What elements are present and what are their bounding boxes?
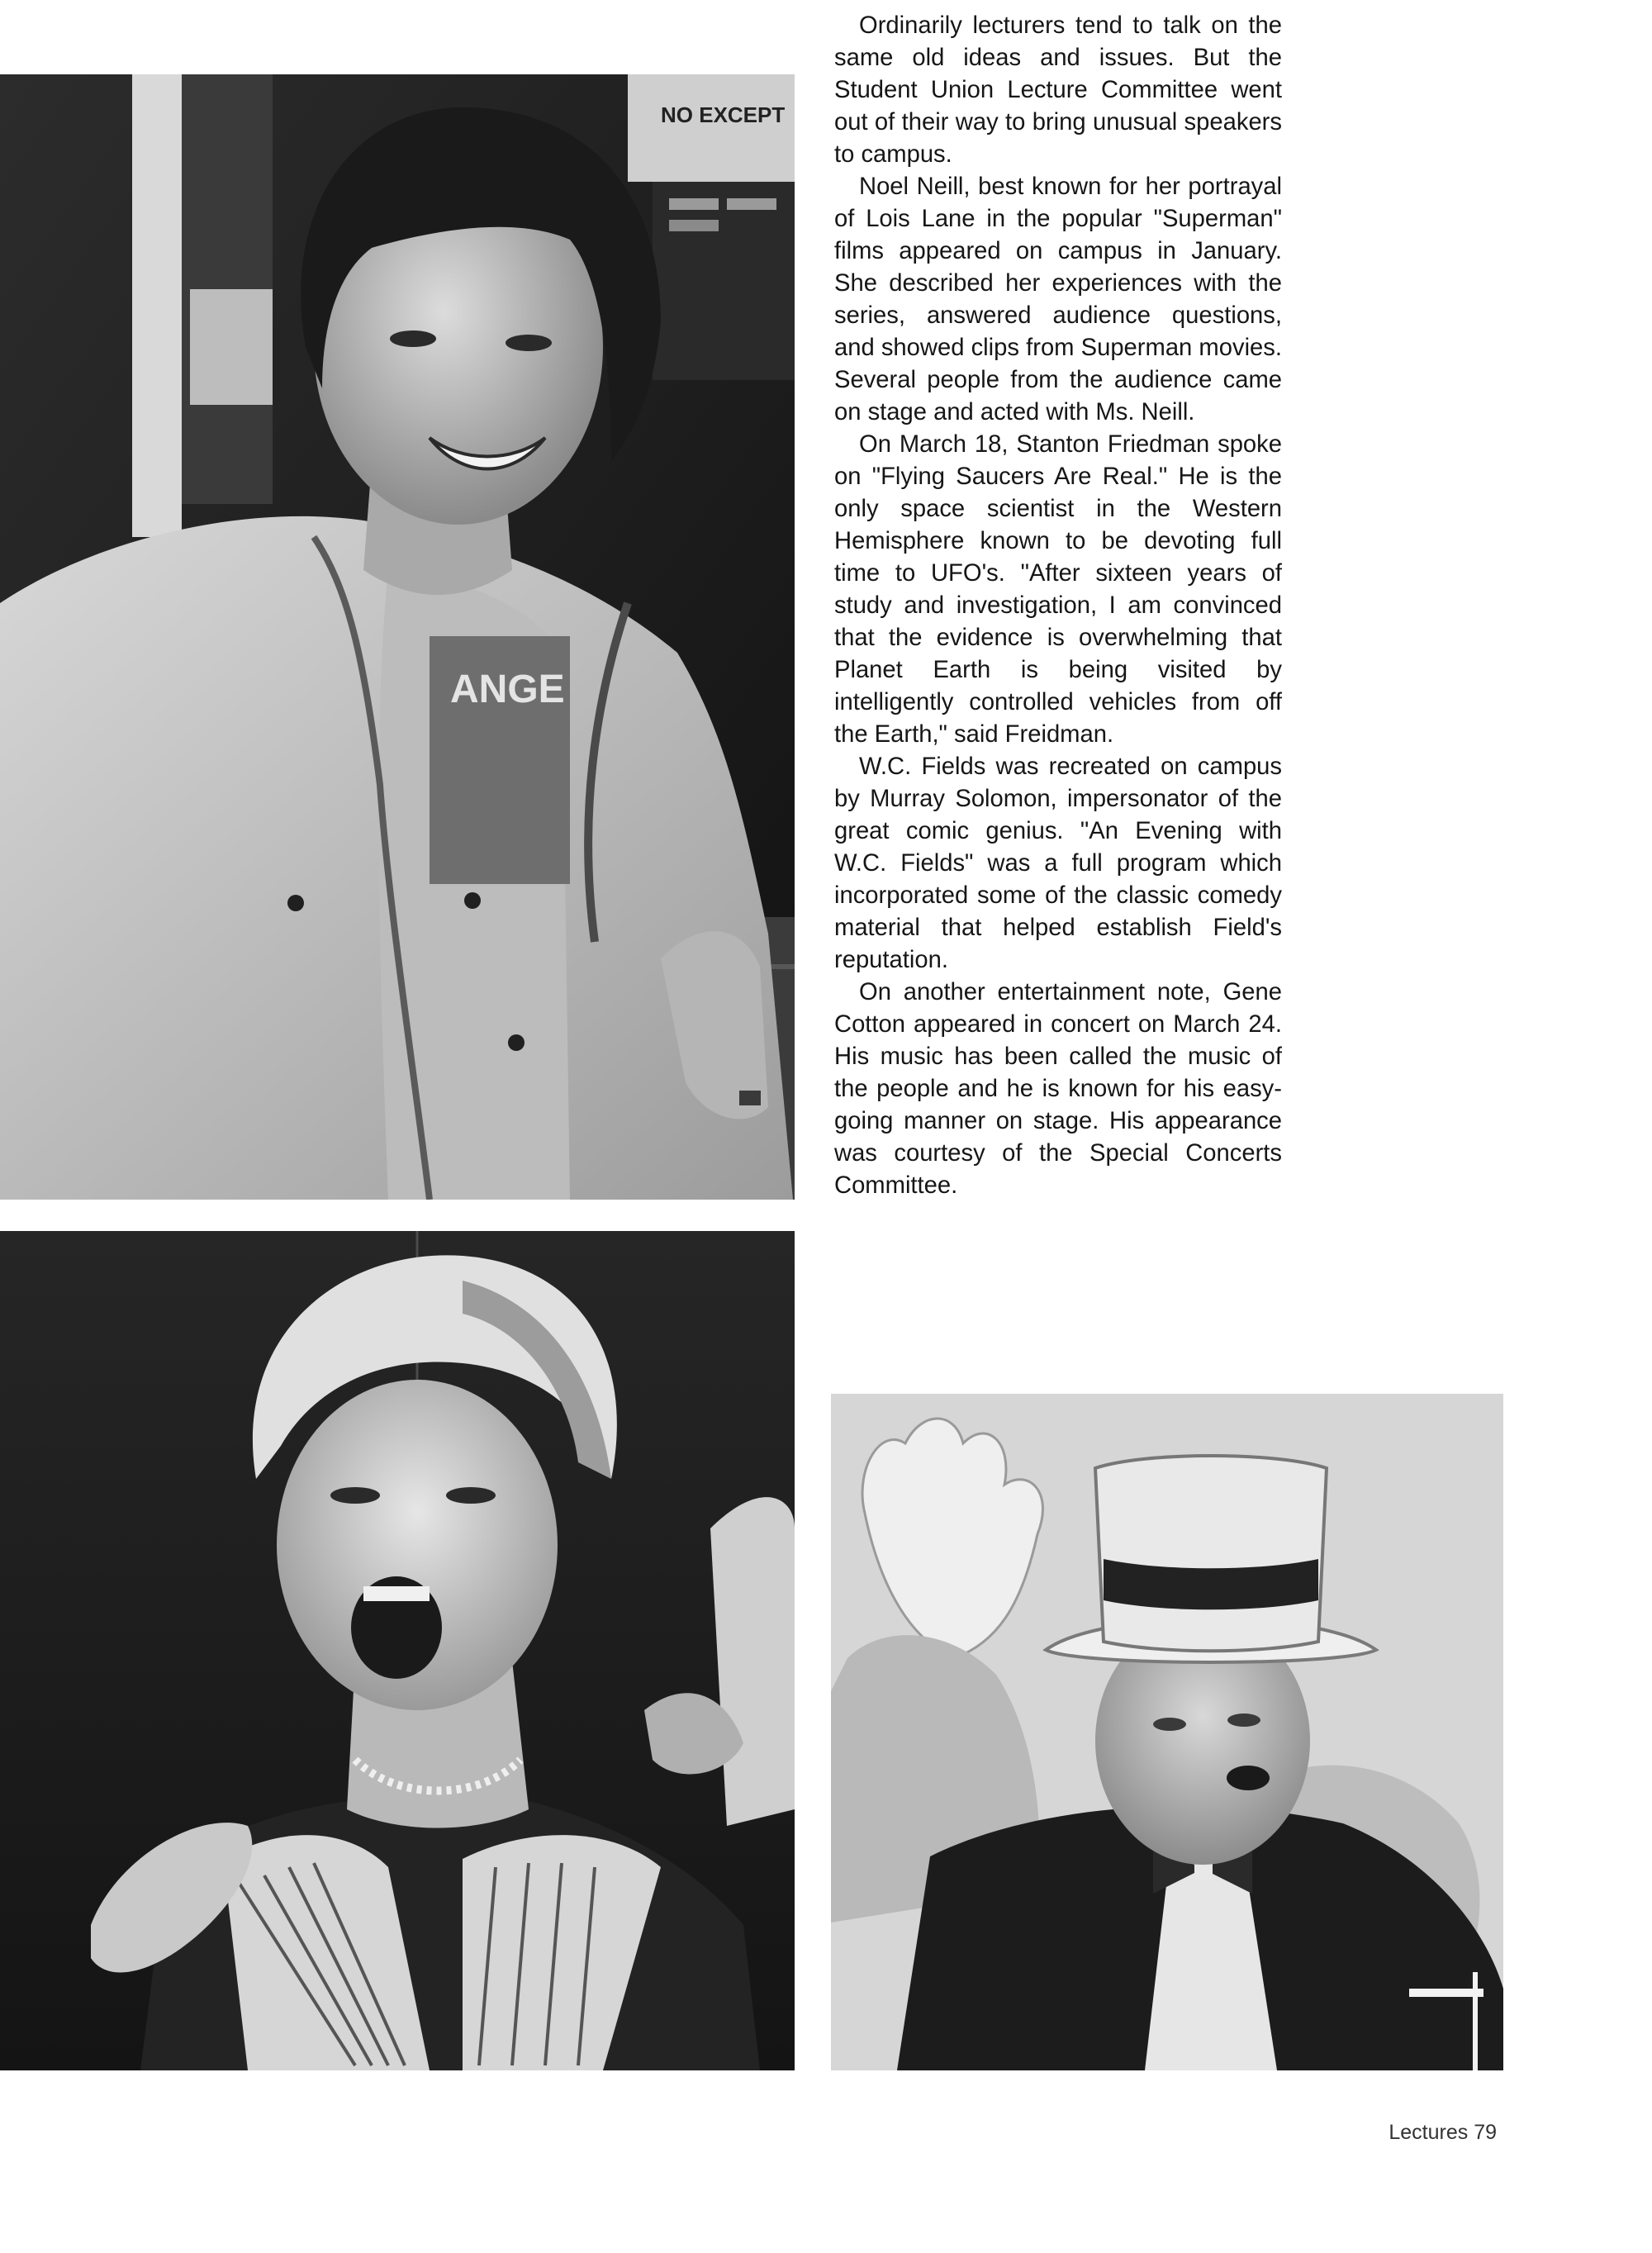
- paragraph-noel-neill: Noel Neill, best known for her portrayal of Lois Lane in the popular "Superman" films appeared on campus in January. She described her experiences with the series, answered audience questions, and showed clips from Superman movies. Several people from the audience came on stage and acted with Ms. Neill.: [834, 173, 1282, 425]
- photo-top-hat-impersonator: [831, 1394, 1503, 2070]
- folio-section: Lectures: [1389, 2121, 1469, 2144]
- folio-page-number: 79: [1474, 2121, 1497, 2144]
- paragraph-gene-cotton: On another entertainment note, Gene Cotton appeared in concert on March 24. His music has been called the music of the people and he is known for his easy-going manner on stage. His appearance was courtesy of the Special Concerts Committee.: [834, 979, 1282, 1199]
- paragraph-intro: Ordinarily lecturers tend to talk on the same old ideas and issues. But the Student Union Lecture Committee went out of their way to bring unusual speakers to campus.: [834, 12, 1282, 168]
- paragraph-wc-fields: W.C. Fields was recreated on campus by Murray Solomon, impersonator of the great comic genius. "An Evening with W.C. Fields" was a full program which incorporated some of the classic comedy material that helped establish Field's reputation.: [834, 753, 1282, 973]
- photo-smiling-man: [0, 74, 795, 1200]
- photo-laughing-woman: [0, 1231, 795, 2070]
- page-folio: [1355, 2121, 1497, 2145]
- paragraph-stanton-friedman: On March 18, Stanton Friedman spoke on "Flying Saucers Are Real." He is the only space scientist in the Western Hemisphere known to be devoting full time to UFO's. "After sixteen years of study and investigation, I am convinced that the evidence is overwhelming that Planet Earth is being visited by intelligently controlled vehicles from off the Earth," said Freidman.: [834, 431, 1282, 748]
- sign-text: NO EXCEPT: [661, 102, 786, 127]
- shirt-text: ANGE: [450, 668, 565, 711]
- article-body: [834, 10, 1282, 1202]
